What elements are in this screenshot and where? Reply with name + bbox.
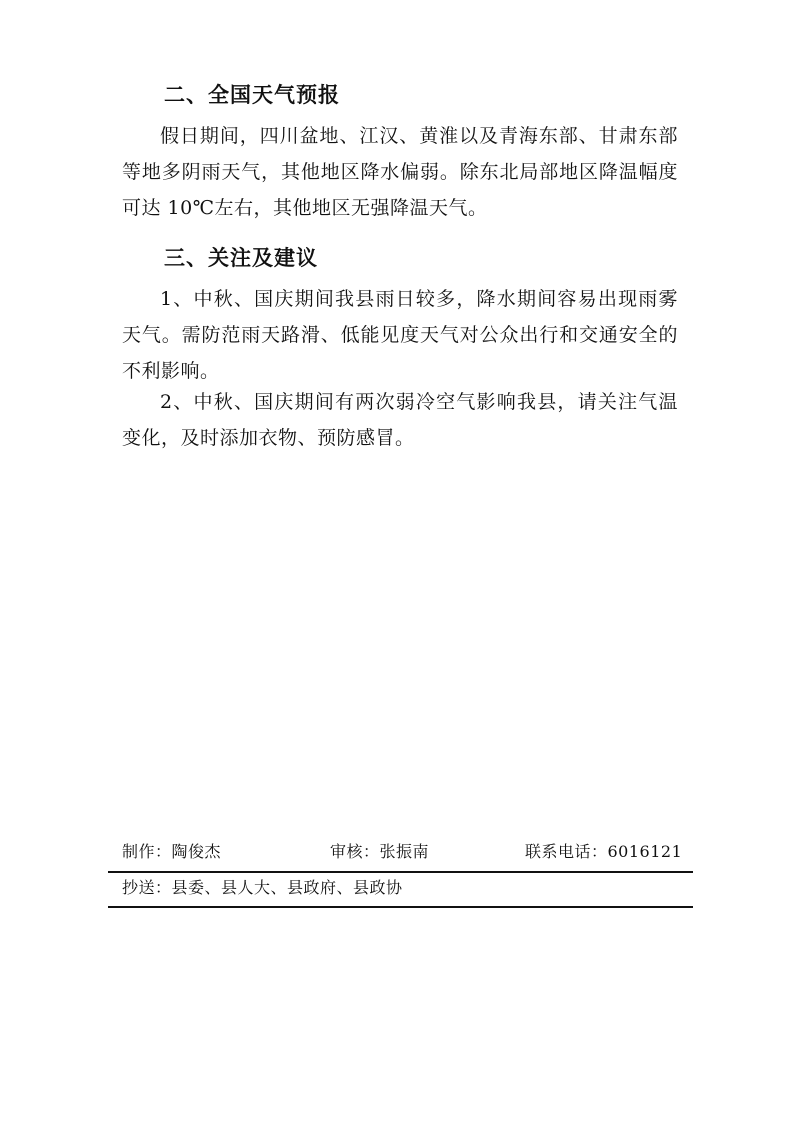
advice-paragraph-2: 2、中秋、国庆期间有两次弱冷空气影响我县，请关注气温变化，及时添加衣物、预防感冒。 xyxy=(122,391,678,449)
footer-contact-phone: 联系电话：6016121 xyxy=(525,842,683,861)
section-heading-advice: 三、关注及建议 xyxy=(164,246,318,271)
footer-reviewer: 审核：张振南 xyxy=(330,842,430,861)
section-heading-national-forecast: 二、全国天气预报 xyxy=(164,83,340,108)
footer-divider-bottom xyxy=(108,906,693,908)
footer-cc-list: 抄送：县委、县人大、县政府、县政协 xyxy=(122,878,403,897)
national-forecast-paragraph: 假日期间，四川盆地、江汉、黄淮以及青海东部、甘肃东部等地多阴雨天气，其他地区降水偏弱。除东北局部地区降温幅度可达 10℃左右，其他地区无强降温天气。 xyxy=(122,125,678,219)
footer-divider-top xyxy=(108,871,693,873)
advice-paragraph-1: 1、中秋、国庆期间我县雨日较多，降水期间容易出现雨雾天气。需防范雨天路滑、低能见度天气对公众出行和交通安全的不利影响。 xyxy=(122,288,678,382)
footer-producer: 制作：陶俊杰 xyxy=(122,842,222,861)
